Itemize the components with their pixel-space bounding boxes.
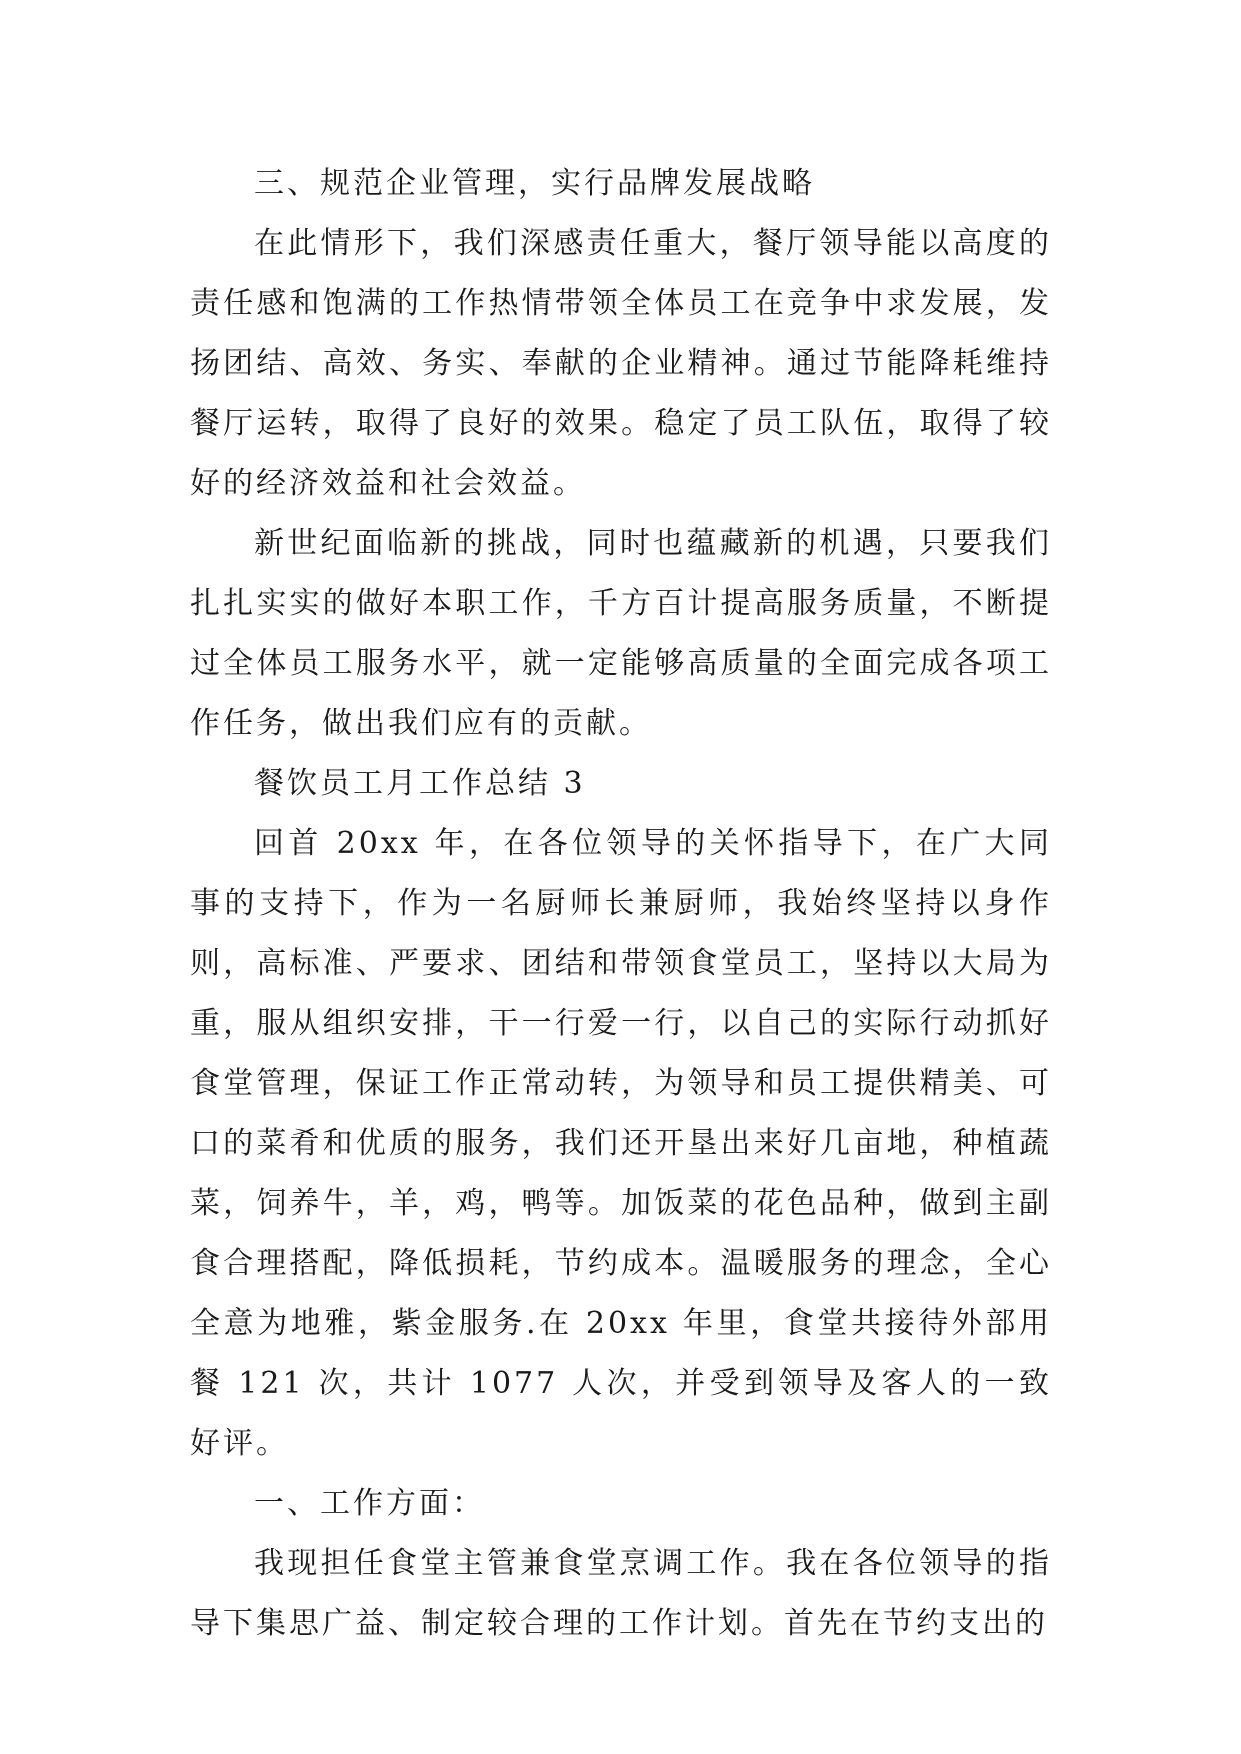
section-heading-brand-strategy: 三、规范企业管理，实行品牌发展战略 — [254, 166, 815, 201]
document-page — [190, 154, 1052, 1654]
paragraph-responsibility: 在此情形下，我们深感责任重大，餐厅领导能以高度的责任感和饱满的工作热情带领全体员工在竞争中求发展，发扬团结、高效、务实、奉献的企业精神。通过节能降耗维持餐厅运转，取得了良好的效果。稳定了员工队伍，取得了较好的经济效益和社会效益。 — [190, 226, 1052, 501]
paragraph-current-role: 我现担任食堂主管兼食堂烹调工作。我在各位领导的指导下集思广益、制定较合理的工作计划。首先在节约支出的 — [190, 1546, 1052, 1641]
document-title-summary-3: 餐饮员工月工作总结 3 — [254, 766, 586, 801]
paragraph-new-challenges: 新世纪面临新的挑战，同时也蕴藏新的机遇，只要我们扎扎实实的做好本职工作，千方百计提高服务质量，不断提过全体员工服务水平，就一定能够高质量的全面完成各项工作任务，做出我们应有的贡献。 — [190, 526, 1052, 741]
paragraph-year-review: 回首 20xx 年，在各位领导的关怀指导下，在广大同事的支持下，作为一名厨师长兼厨师，我始终坚持以身作则，高标准、严要求、团结和带领食堂员工，坚持以大局为重，服从组织安排，干一行爱一行，以自己的实际行动抓好食堂管理，保证工作正常动转，为领导和员工提供精美、可口的菜肴和优质的服务，我们还开垦出来好几亩地，种植蔬菜，饲养牛，羊，鸡，鸭等。加饭菜的花色品种，做到主副食合理搭配，降低损耗，节约成本。温暖服务的理念，全心全意为地雅，紫金服务.在 20xx 年里，食堂共接待外部用餐 121 次，共计 1077 人次，并受到领导及客人的一致好评。 — [190, 826, 1052, 1461]
section-heading-work: 一、工作方面： — [254, 1486, 485, 1521]
